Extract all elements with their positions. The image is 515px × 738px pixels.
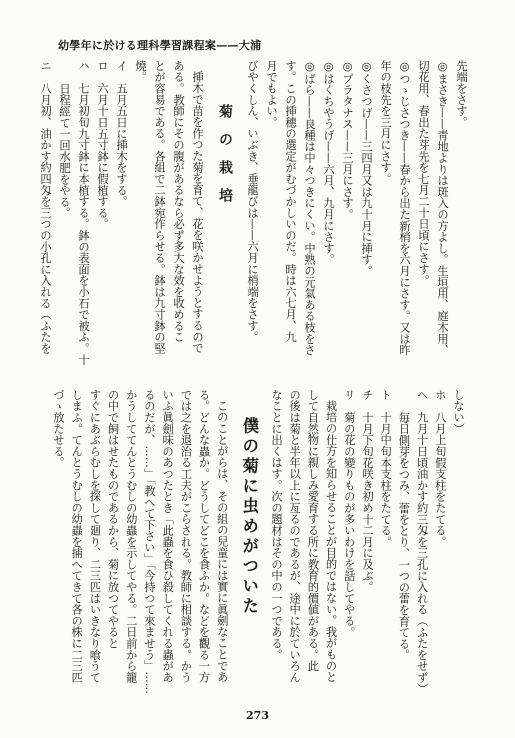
- body-line: しまふ。てんとうむしの幼蟲を捕へてきて各の株に二三匹: [70, 389, 84, 683]
- cutting-note-line: 月でもよい。: [265, 60, 278, 128]
- schedule-item-label: チ: [360, 389, 374, 401]
- schedule-item-text: 五月五日に挿木をする。: [115, 82, 128, 207]
- schedule-item-continuation: 毎日側芽をつみ、蕾をとり、一つの蕾を育てる。: [397, 411, 411, 661]
- upper-tier: [36, 60, 471, 368]
- cutting-note-line: ◎つゝじさつき——春から出た新梢を六月にさす。又は昨: [398, 60, 411, 356]
- body-line: このことがらは、その組の兒童には實に眞劍なことであ: [215, 400, 229, 683]
- intro-line: 燒。: [134, 60, 147, 83]
- schedule-item-continuation: しない）: [452, 389, 465, 435]
- section-heading-chrysanthemum: 菊の栽培: [217, 104, 233, 216]
- body-line: では之を退治る工夫がこらされる。教師に相談する。かう: [179, 389, 193, 683]
- lower-tier: [49, 389, 467, 709]
- body-line: づゝ放たせる。: [51, 389, 65, 469]
- note-line: 栽培の仕方を知らせることが目的ではない。我がものと: [324, 400, 338, 683]
- section-heading-insect: 僕の菊に虫めがついた: [239, 417, 259, 617]
- page-number: 273: [246, 709, 269, 722]
- schedule-item-label: ハ: [77, 60, 90, 72]
- cutting-note-line: ◎ばら——良種は中々つきにくい。中熟の元氣ある枝をさ: [303, 60, 316, 356]
- body-line: るのだが、……」「教へて下さい」「今持つて來ませう」……: [142, 389, 156, 695]
- schedule-item: [412, 389, 430, 709]
- cutting-note-line: 年の枝先を三月にさす。: [379, 60, 392, 185]
- schedule-item-label: ト: [379, 389, 393, 401]
- note-line: の後は菊と半年以上に亙るのであるが、途中に於ていろん: [288, 389, 302, 683]
- schedule-item-text: 九月十日頃油かす約三匁を三孔に入れる（ふたをせず）: [415, 411, 429, 695]
- note-line: して自然物に親しみ愛育する所に教育的價値がある。此: [306, 389, 320, 672]
- schedule-item-text: 十月下旬花咲き初め十二月に及ぶ。: [360, 411, 374, 593]
- cutting-note-line: ◎プラタナス——三月にさす。: [341, 60, 354, 220]
- cutting-note-line: びやくしん、いぶき、垂龍びは——六月に梢端をさす。: [246, 60, 259, 343]
- cutting-note-line: ◎まさき——靑地よりは斑入の方よし。生垣用、庭木用、: [436, 60, 449, 356]
- schedule-item-text: 菊の花の變りものが多いわけを話してやる。: [342, 411, 356, 638]
- schedule-item-label: ロ: [96, 60, 109, 72]
- intro-line: 挿木で苗を作つた菊を育て、花を咲かせようとするので: [191, 71, 204, 354]
- schedule-item: [431, 389, 449, 709]
- schedule-item: [376, 389, 394, 709]
- note-line: なことに出くはす。次の題材はその中の一つである。: [269, 389, 283, 661]
- schedule-item-label: ヘ: [415, 389, 429, 401]
- intro-line: ある。教師にその腹があるなら必ず多大な效を收めるこ: [172, 60, 185, 343]
- running-head: 幼學年に於ける理科學習課程案——大浦: [58, 39, 262, 52]
- cutting-note-line: ◎くさつげ——三四月又は九十月に挿す。: [360, 60, 373, 277]
- body-line: の中で飼はせたものであるから、菊に放つてやると: [106, 389, 120, 649]
- schedule-item-text: 七月初旬九寸鉢に本植する。鉢の表面を小石で被ふ。十: [77, 82, 90, 366]
- body-line: かうしててんとうむしの幼蟲を示してやる。二日前から籠: [124, 389, 138, 683]
- schedule-item: [112, 60, 131, 368]
- body-line: る。どんな蟲か。どうしてどこを食ふか。などを觀る一方: [197, 389, 211, 683]
- schedule-item-label: イ: [115, 60, 128, 72]
- schedule-item-label: ニ: [39, 60, 52, 72]
- schedule-item-text: 八月上旬假支柱をたてる。: [433, 411, 447, 548]
- schedule-item: [93, 60, 112, 368]
- cutting-note-line: ◎はくちやうげ——六月、九月にさす。: [322, 60, 335, 266]
- cutting-note-line: す。この挿穗の選定がむづかしいのだ。時は六七月、九: [284, 60, 297, 343]
- body-line: いふ眞劍味のあつたとき「此蟲を食ひ殺してくれる蟲があ: [161, 389, 175, 683]
- schedule-item: [340, 389, 358, 709]
- schedule-item: [74, 60, 93, 368]
- schedule-item-label: ホ: [433, 389, 447, 401]
- schedule-item-text: 十月中旬本支柱をたてる。: [379, 411, 393, 548]
- schedule-item: [358, 389, 376, 709]
- intro-line: とが容易である。各組で二鉢宛作らせる。鉢は九寸鉢の堅: [153, 60, 166, 354]
- schedule-item: [36, 60, 55, 368]
- schedule-item-text: 八月初、油かす約四匁を三つの小孔に入れる（ふたを: [39, 82, 52, 354]
- cutting-note-line: 切花用、春出た芽先を七月二十日頃にさす。: [417, 60, 430, 286]
- cutting-note-line: 先端をさす。: [455, 60, 468, 128]
- schedule-item-continuation: 日程經て一回水肥をやる。: [58, 82, 71, 219]
- schedule-item-label: リ: [342, 389, 356, 401]
- schedule-item-text: 六月十日五寸鉢に假植する。: [96, 82, 109, 230]
- body-line: すぐにあぶらむしを探して廻り、二三匹はいきなり喰うて: [88, 389, 102, 683]
